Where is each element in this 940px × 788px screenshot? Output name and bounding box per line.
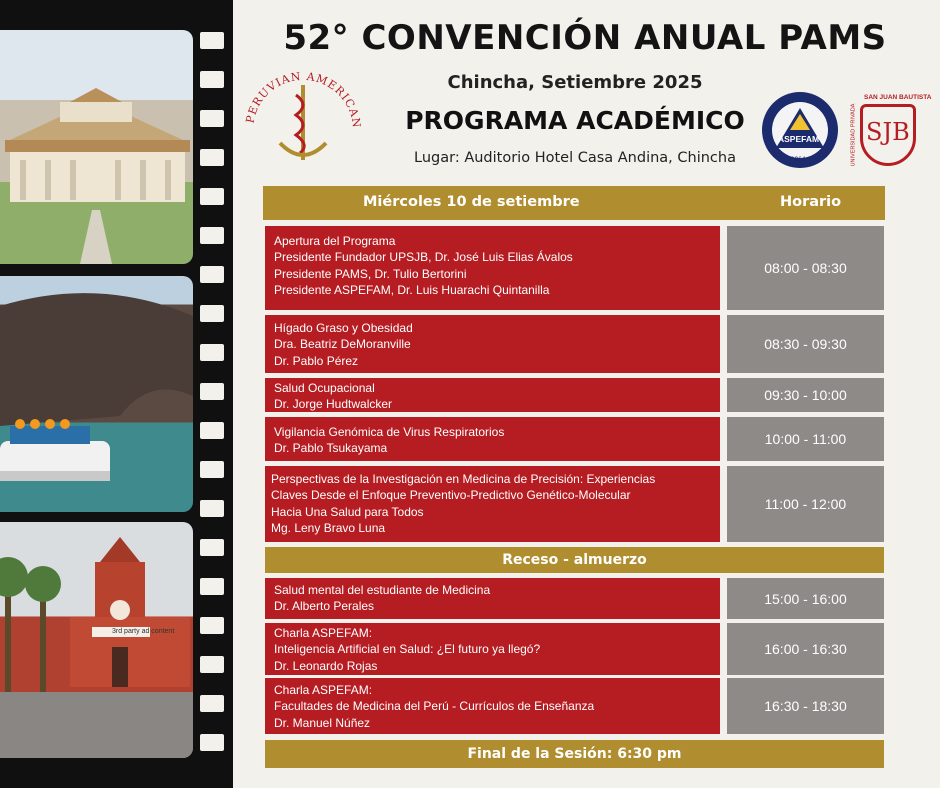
photo-caption: 3rd party ad content <box>112 628 175 635</box>
sjb-side-text: UNIVERSIDAD PRIVADA <box>850 103 857 167</box>
film-perforation <box>200 500 224 517</box>
session-time: 16:00 - 16:30 <box>727 623 884 675</box>
film-perforation <box>200 383 224 400</box>
session-line: Mg. Leny Bravo Luna <box>271 520 386 535</box>
sjb-top-text: SAN JUAN BAUTISTA <box>864 94 932 101</box>
session-row <box>265 378 720 412</box>
boat-illustration <box>0 276 193 512</box>
film-perforation <box>200 695 224 712</box>
session-row <box>265 417 720 461</box>
session-time: 08:30 - 09:30 <box>727 315 884 373</box>
schedule-date: Miércoles 10 de setiembre <box>363 194 580 210</box>
session-line: Apertura del Programa <box>274 234 396 248</box>
session-time: 09:30 - 10:00 <box>727 378 884 412</box>
session-line: Hígado Graso y Obesidad <box>274 321 413 335</box>
film-perforation <box>200 539 224 556</box>
film-perforation <box>200 656 224 673</box>
church-illustration <box>0 522 193 758</box>
film-perforation <box>200 188 224 205</box>
film-perforation <box>200 227 224 244</box>
session-line: Presidente PAMS, Dr. Tulio Bertorini <box>274 266 467 281</box>
session-line: Dr. Pablo Pérez <box>274 353 359 368</box>
session-line: Dr. Leonardo Rojas <box>274 658 378 673</box>
program-heading: PROGRAMA ACADÉMICO <box>405 106 745 135</box>
session-row <box>265 578 720 619</box>
pams-logo <box>238 55 368 185</box>
session-line: Charla ASPEFAM: <box>274 626 373 640</box>
session-line: Inteligencia Artificial en Salud: ¿El futuro ya llegó? <box>274 642 541 657</box>
sjb-logo <box>850 94 932 170</box>
film-perforation <box>200 461 224 478</box>
session-line: Dra. Beatriz DeMoranville <box>274 337 411 352</box>
session-line: Presidente ASPEFAM, Dr. Luis Huarachi Quintanilla <box>274 282 550 297</box>
session-line: Salud mental del estudiante de Medicina <box>274 583 491 597</box>
session-line: Dr. Alberto Perales <box>274 599 375 614</box>
session-line: Dr. Pablo Tsukayama <box>274 441 388 456</box>
aspefam-logo <box>760 90 840 170</box>
film-perforation <box>200 578 224 595</box>
lunch-break-band: Receso - almuerzo <box>265 547 884 573</box>
session-end-band: Final de la Sesión: 6:30 pm <box>265 740 884 768</box>
photo-church <box>0 522 193 758</box>
aspefam-label: ASPEFAM <box>778 134 820 144</box>
session-line: Claves Desde el Enfoque Preventivo-Predictivo Genético-Molecular <box>271 488 631 503</box>
schedule-time-heading: Horario <box>780 194 842 210</box>
session-line: Salud Ocupacional <box>274 381 375 395</box>
session-time: 11:00 - 12:00 <box>727 466 884 542</box>
session-line: Perspectivas de la Investigación en Medicina de Precisión: Experiencias <box>271 472 656 486</box>
session-row <box>265 466 720 542</box>
caduceus-icon <box>238 55 368 185</box>
session-time: 16:30 - 18:30 <box>727 678 884 734</box>
session-line: Presidente Fundador UPSJB, Dr. José Luis Elias Ávalos <box>274 250 573 265</box>
session-line: Dr. Jorge Hudtwalcker <box>274 397 393 412</box>
session-row <box>265 678 720 734</box>
page-subtitle: Chincha, Setiembre 2025 <box>447 72 703 93</box>
film-perforation <box>200 266 224 283</box>
session-row <box>265 226 720 310</box>
session-time: 08:00 - 08:30 <box>727 226 884 310</box>
venue-text: Lugar: Auditorio Hotel Casa Andina, Chincha <box>414 150 736 166</box>
page-title: 52° CONVENCIÓN ANUAL PAMS <box>283 18 887 58</box>
film-perforation <box>200 422 224 439</box>
session-row <box>265 623 720 675</box>
film-strip <box>0 0 233 788</box>
film-perforation <box>200 344 224 361</box>
film-perforation <box>200 149 224 166</box>
session-row <box>265 315 720 373</box>
film-perforation <box>200 32 224 49</box>
film-perforation <box>200 617 224 634</box>
film-perforation <box>200 305 224 322</box>
pams-logo-text: PERUVIAN AMERICAN <box>243 69 364 130</box>
session-line: Charla ASPEFAM: <box>274 683 373 697</box>
session-line: Facultades de Medicina del Perú - Currículos de Enseñanza <box>274 699 595 714</box>
aspefam-year: 1964 <box>791 156 806 163</box>
film-perforation <box>200 734 224 751</box>
photo-boat-cave <box>0 276 193 512</box>
film-perforation <box>200 110 224 127</box>
session-time: 15:00 - 16:00 <box>727 578 884 619</box>
session-line: Hacia Una Salud para Todos <box>271 504 424 519</box>
session-line: Dr. Manuel Núñez <box>274 715 371 730</box>
film-perforation <box>200 71 224 88</box>
session-time: 10:00 - 11:00 <box>727 417 884 461</box>
photo-pavilion <box>0 30 193 264</box>
schedule-header <box>263 186 885 220</box>
sjb-letters: SJB <box>866 118 910 146</box>
pavilion-illustration <box>0 30 193 264</box>
session-line: Vigilancia Genómica de Virus Respiratorios <box>274 425 505 439</box>
